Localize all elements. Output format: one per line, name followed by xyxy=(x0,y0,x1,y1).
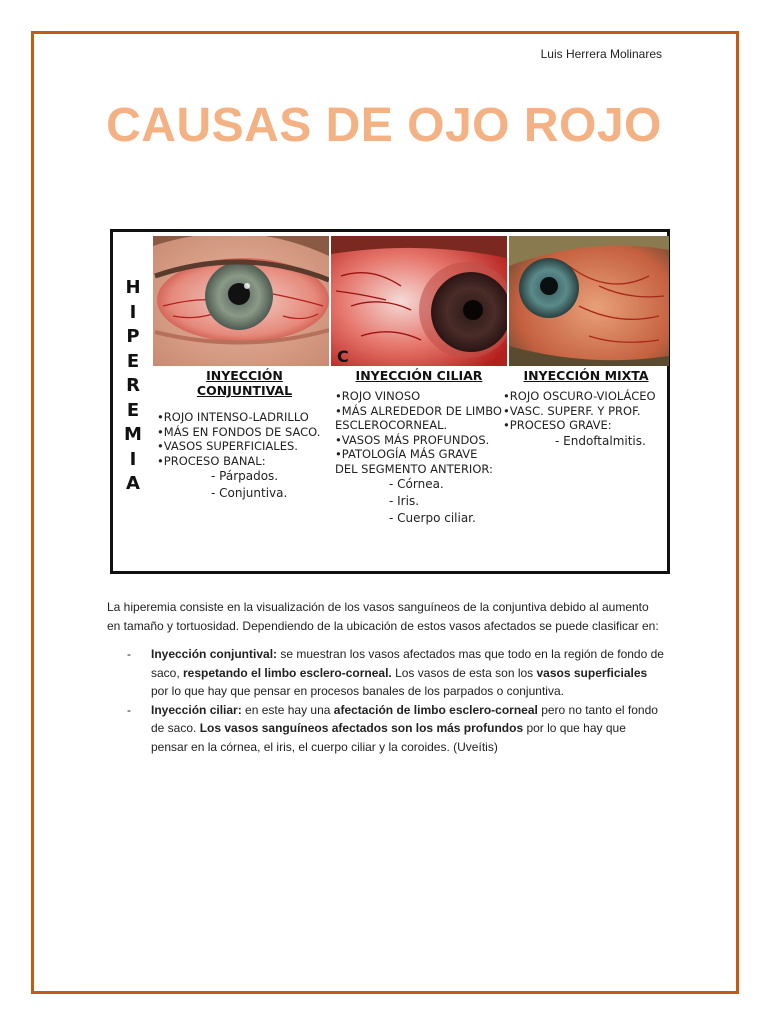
bold-run: afectación de limbo esclero-corneal xyxy=(333,702,538,717)
sub-item: - Cuerpo ciliar. xyxy=(389,511,476,525)
text-run: se muestran los vasos afectados mas que todo en la región de fondo de saco, xyxy=(151,647,664,680)
eye-photo-ciliar xyxy=(331,236,507,366)
vertical-letter: I xyxy=(129,301,137,323)
injection-item xyxy=(107,701,665,757)
vertical-letter: R xyxy=(126,375,140,396)
hiperemia-figure xyxy=(110,229,670,574)
list-item: •MÁS ALREDEDOR DE LIMBO ESCLEROCORNEAL. xyxy=(335,403,502,432)
list-item: •PROCESO BANAL: xyxy=(157,453,266,468)
column-heading: INYECCIÓN CILIAR xyxy=(355,368,483,383)
sub-item: - Párpados. xyxy=(211,469,279,483)
vertical-letter: E xyxy=(126,399,140,421)
injection-item xyxy=(107,645,665,701)
heading-line: CONJUNTIVAL xyxy=(196,383,293,398)
vertical-letter: I xyxy=(129,448,137,470)
list-item: •ROJO OSCURO-VIOLÁCEO xyxy=(503,389,656,403)
bold-run: vasos superficiales xyxy=(536,665,648,680)
text-run: por lo que hay que pensar en procesos banales de los parpados o conjuntiva. xyxy=(151,684,564,698)
list-item: •PATOLOGÍA MÁS GRAVE DEL SEGMENTO ANTERIOR: xyxy=(335,447,493,476)
vertical-letter: P xyxy=(126,326,140,347)
list-dash: - xyxy=(127,702,131,717)
bold-run: Los vasos sanguíneos afectados son los más profundos xyxy=(199,721,524,735)
photo-label: C xyxy=(337,347,349,366)
eye-photo-conjuntival xyxy=(153,236,329,366)
column-ciliar xyxy=(335,368,503,527)
vertical-letter: A xyxy=(126,473,140,494)
eye-photo-mixta xyxy=(509,236,669,366)
vertical-letter: M xyxy=(124,424,142,445)
column-conjuntival xyxy=(157,368,332,502)
injection-text xyxy=(151,647,664,698)
vertical-letter: E xyxy=(126,350,140,372)
text-run: Los vasos de esta son los xyxy=(391,665,537,680)
list-item: •MÁS EN FONDOS DE SACO. xyxy=(157,424,321,439)
page-title: CAUSAS DE OJO ROJO xyxy=(106,99,662,152)
injection-list xyxy=(107,645,665,756)
injection-text xyxy=(151,703,658,754)
text-run: en este hay una xyxy=(241,702,334,717)
sub-item: - Iris. xyxy=(389,494,420,508)
text-run: por lo que hay que pensar en la córnea, el iris, el cuerpo ciliar y la coroides. (Uveítis) xyxy=(151,721,626,754)
body-content xyxy=(107,598,665,756)
column-heading xyxy=(157,368,332,398)
heading-line: INYECCIÓN xyxy=(206,368,283,383)
sub-item: - Endoftalmitis. xyxy=(555,433,646,448)
bold-run: Inyección conjuntival: xyxy=(151,647,278,661)
list-item: •PROCESO GRAVE: xyxy=(503,418,612,432)
list-item: •VASOS MÁS PROFUNDOS. xyxy=(335,432,490,447)
vertical-word xyxy=(121,276,145,497)
list-dash: - xyxy=(127,647,131,661)
column-mixta xyxy=(503,368,669,450)
bold-run: Inyección ciliar: xyxy=(151,702,242,717)
list-item: •VASC. SUPERF. Y PROF. xyxy=(503,403,641,418)
intro-paragraph: La hiperemia consiste en la visualización de los vasos sanguíneos de la conjuntiva debido al aumento en tamaño y tortuosidad. Dependiendo de la ubicación de estos vasos afectados se puede clasificar en: xyxy=(107,600,659,633)
list-item: •ROJO INTENSO-LADRILLO xyxy=(157,410,309,424)
sub-item: - Córnea. xyxy=(389,477,444,491)
column-heading: INYECCIÓN MIXTA xyxy=(523,368,649,383)
list-item: •ROJO VINOSO xyxy=(335,389,421,403)
bold-run: respetando el limbo esclero-corneal. xyxy=(183,665,392,680)
sub-item: - Conjuntiva. xyxy=(211,486,288,500)
text-run: pero no tanto el fondo de saco. xyxy=(151,702,658,735)
author-name: Luis Herrera Molinares xyxy=(540,47,662,61)
list-item: •VASOS SUPERFICIALES. xyxy=(157,439,298,453)
vertical-letter: H xyxy=(125,277,141,298)
